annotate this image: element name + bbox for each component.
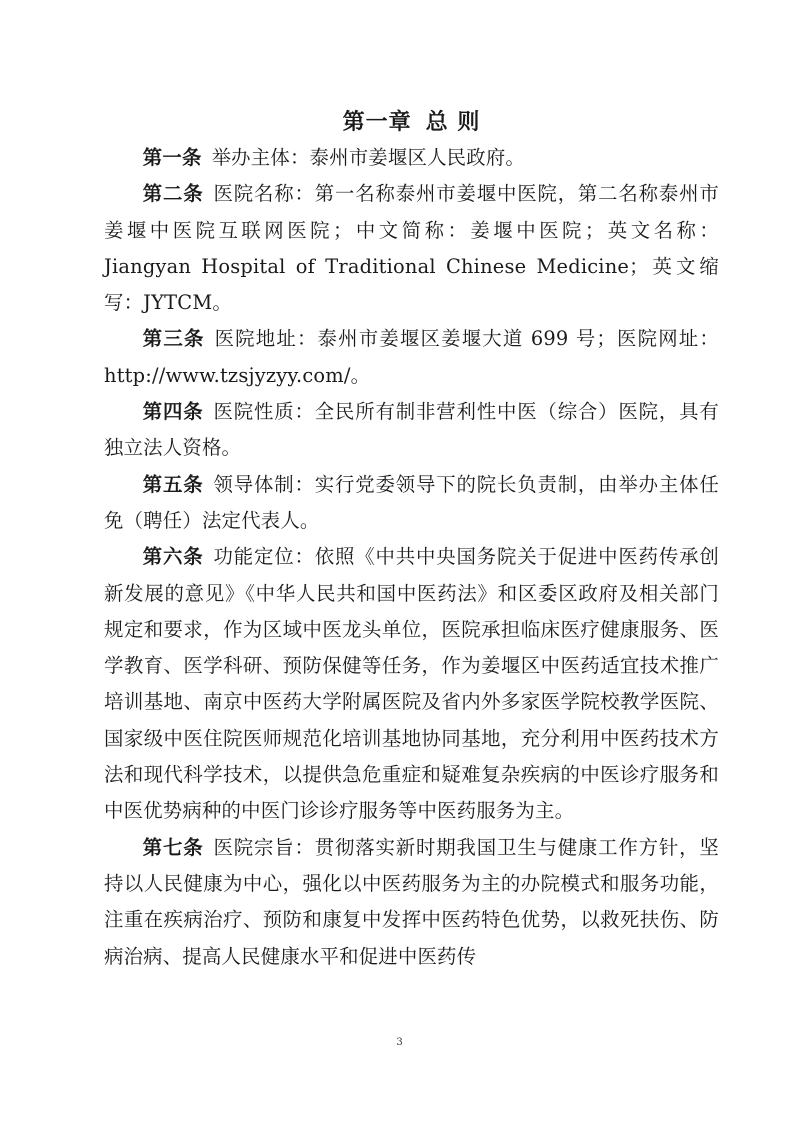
article-label: 第二条 [142,182,204,206]
article-label: 第一条 [142,146,202,169]
page-content [104,106,719,975]
article-text: 功能定位：依照《中共中央国务院关于促进中医药传承创新发展的意见》《中华人民共和国中医药法》和区委区政府及相关部门规定和要求，作为区域中医龙头单位，医院承担临床医疗健康服务、医学教育、医学科研、预防保健等任务，作为姜堰区中医药适宜技术推广培训基地、南京中医药大学附属医院及省内外多家医学院校教学医院、国家级中医住院医师规范化培训基地协同基地，充分利用中医药技术方法和现代科学技术，以提供急危重症和疑难复杂疾病的中医诊疗服务和中医优势病种的中医门诊诊疗服务等中医药服务为主。 [104,545,719,823]
article-3 [104,321,719,394]
article-2 [104,176,719,321]
article-label: 第七条 [142,835,204,859]
article-7 [104,830,719,975]
article-text: 医院宗旨：贯彻落实新时期我国卫生与健康工作方针，坚持以人民健康为中心，强化以中医药服务为主的办院模式和服务功能，注重在疾病治疗、预防和康复中发挥中医药特色优势，以救死扶伤、防病治病、提高人民健康水平和促进中医药传 [104,835,719,968]
article-6 [104,539,719,829]
article-text: 医院性质：全民所有制非营利性中医（综合）医院，具有独立法人资格。 [104,400,719,460]
chapter-number: 第一章 [342,110,412,135]
article-4 [104,394,719,467]
article-label: 第四条 [142,400,204,424]
chapter-title [104,106,719,140]
article-1 [104,140,719,176]
page-number: 3 [396,1037,403,1048]
article-label: 第五条 [142,472,204,496]
article-label: 第三条 [142,327,205,351]
article-text: 领导体制：实行党委领导下的院长负责制，由举办主体任免（聘任）法定代表人。 [104,472,719,532]
article-text: 医院名称：第一名称泰州市姜堰中医院，第二名称泰州市姜堰中医院互联网医院；中文简称：姜堰中医院；英文名称：Jiangyan Hospital of Traditional Chinese Medicine；英文缩写：JYTCM。 [104,182,719,315]
article-label: 第六条 [142,545,204,569]
chapter-name: 总 则 [425,110,481,135]
article-text: 举办主体：泰州市姜堰区人民政府。 [211,146,526,169]
article-text: 医院地址：泰州市姜堰区姜堰大道 699 号；医院网址：http://www.tzsjyzyy.com/。 [104,327,719,387]
article-5 [104,467,719,540]
